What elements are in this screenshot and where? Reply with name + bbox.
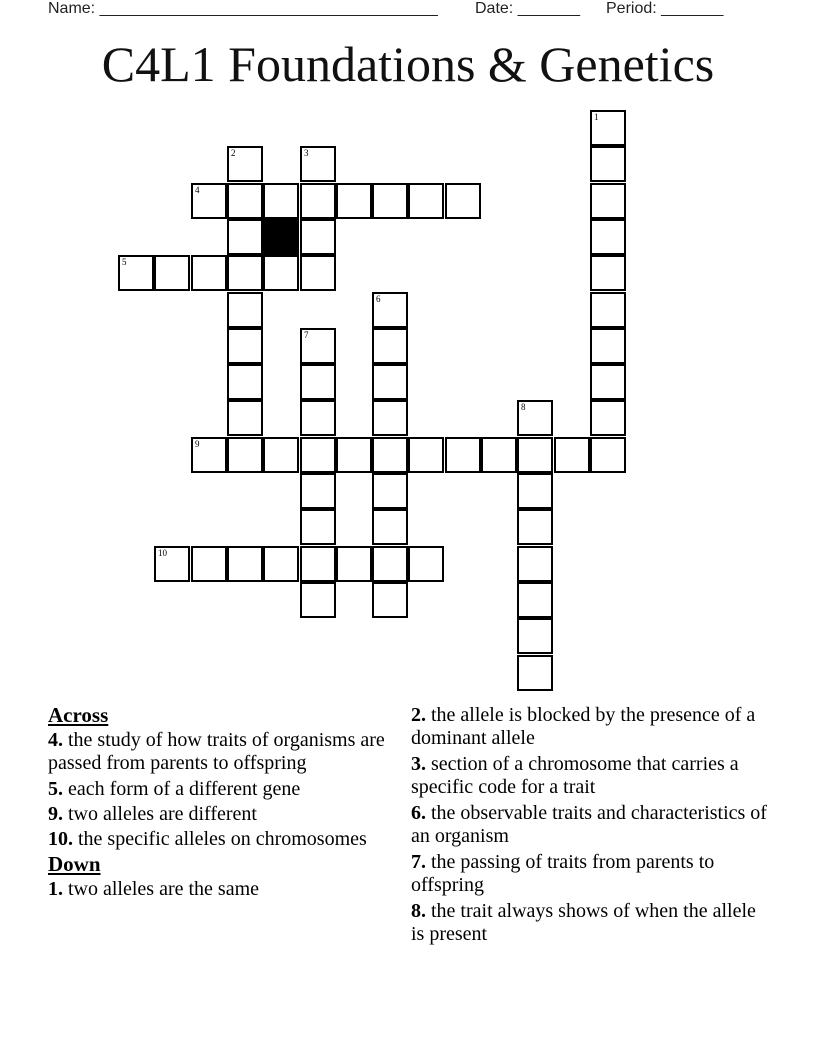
clue-text: the trait always shows of when the allele is present [411, 900, 756, 945]
clue-text: each form of a different gene [63, 778, 301, 800]
clue-down-2 [411, 704, 771, 750]
crossword-cell[interactable] [372, 582, 408, 618]
crossword-cell[interactable] [263, 255, 299, 291]
crossword-cell[interactable] [590, 364, 626, 400]
crossword-cell[interactable] [481, 437, 517, 473]
crossword-cell[interactable] [372, 183, 408, 219]
clue-number: 3. [411, 753, 426, 775]
crossword-cell[interactable] [590, 400, 626, 436]
clue-number-label: 4 [195, 185, 200, 195]
crossword-cell[interactable] [336, 546, 372, 582]
crossword-cell[interactable] [590, 146, 626, 182]
crossword-cell[interactable] [590, 219, 626, 255]
crossword-cell[interactable] [191, 255, 227, 291]
crossword-cell[interactable] [372, 546, 408, 582]
crossword-cell[interactable] [227, 292, 263, 328]
crossword-cell[interactable] [517, 400, 553, 436]
crossword-cell[interactable] [300, 364, 336, 400]
clue-number: 4. [48, 729, 63, 751]
clue-number-label: 3 [304, 148, 309, 158]
crossword-cell[interactable] [517, 618, 553, 654]
clue-number: 7. [411, 851, 426, 873]
crossword-cell[interactable] [590, 292, 626, 328]
crossword-cell[interactable] [227, 437, 263, 473]
crossword-cell[interactable] [300, 146, 336, 182]
clue-number-label: 9 [195, 439, 200, 449]
crossword-cell[interactable] [372, 437, 408, 473]
worksheet-title: C4L1 Foundations & Genetics [101, 36, 715, 92]
crossword-cell[interactable] [300, 582, 336, 618]
crossword-cell[interactable] [590, 110, 626, 146]
crossword-cell[interactable] [372, 328, 408, 364]
name-field-label[interactable]: Name: ______________________________________ [48, 0, 438, 17]
clue-text: the allele is blocked by the presence of a dominant allele [411, 704, 756, 749]
crossword-cell[interactable] [118, 255, 154, 291]
crossword-cell[interactable] [300, 509, 336, 545]
clue-number-label: 7 [304, 330, 309, 340]
crossword-black-cell [263, 219, 299, 255]
clue-text: two alleles are different [63, 803, 257, 825]
down-heading: Down [48, 852, 101, 876]
crossword-cell[interactable] [227, 219, 263, 255]
crossword-cell[interactable] [590, 328, 626, 364]
crossword-cell[interactable] [517, 655, 553, 691]
clue-across-4 [48, 729, 400, 775]
clue-number-label: 5 [122, 257, 127, 267]
crossword-cell[interactable] [263, 183, 299, 219]
crossword-cell[interactable] [590, 255, 626, 291]
crossword-cell[interactable] [336, 437, 372, 473]
clue-down-3 [411, 753, 771, 799]
clue-number: 2. [411, 704, 426, 726]
clues-right-column [411, 704, 771, 948]
clue-number: 1. [48, 878, 63, 900]
across-heading: Across [48, 703, 109, 727]
clue-number: 8. [411, 900, 426, 922]
clue-number-label: 1 [594, 112, 599, 122]
crossword-cell[interactable] [372, 509, 408, 545]
crossword-cell[interactable] [590, 437, 626, 473]
crossword-cell[interactable] [300, 473, 336, 509]
clue-number: 10. [48, 828, 73, 850]
crossword-cell[interactable] [300, 255, 336, 291]
crossword-cell[interactable] [227, 546, 263, 582]
clue-number-label: 6 [376, 294, 381, 304]
crossword-cell[interactable] [191, 546, 227, 582]
date-field-label[interactable]: Date: _______ [475, 0, 580, 17]
crossword-cell[interactable] [517, 437, 553, 473]
crossword-cell[interactable] [408, 183, 444, 219]
crossword-cell[interactable] [517, 473, 553, 509]
clue-text: the specific alleles on chromosomes [73, 828, 367, 850]
crossword-cell[interactable] [300, 328, 336, 364]
crossword-cell[interactable] [372, 292, 408, 328]
crossword-cell[interactable] [191, 183, 227, 219]
clue-across-10 [48, 828, 400, 851]
clue-number: 6. [411, 802, 426, 824]
clue-text: two alleles are the same [63, 878, 260, 900]
crossword-cell[interactable] [300, 183, 336, 219]
clue-across-5 [48, 778, 400, 801]
crossword-cell[interactable] [227, 364, 263, 400]
clue-down-6 [411, 802, 771, 848]
clue-down-1 [48, 878, 400, 901]
clue-down-8 [411, 900, 771, 946]
clue-number-label: 2 [231, 148, 236, 158]
crossword-cell[interactable] [372, 364, 408, 400]
crossword-cell[interactable] [191, 437, 227, 473]
crossword-cell[interactable] [445, 183, 481, 219]
clue-number-label: 10 [158, 548, 167, 558]
clue-text: the study of how traits of organisms are passed from parents to offspring [48, 729, 385, 774]
clue-down-7 [411, 851, 771, 897]
period-field-label[interactable]: Period: _______ [606, 0, 724, 17]
crossword-cell[interactable] [154, 255, 190, 291]
crossword-cell[interactable] [554, 437, 590, 473]
crossword-cell[interactable] [300, 400, 336, 436]
clues-left-column [48, 704, 400, 903]
clue-text: section of a chromosome that carries a specific code for a trait [411, 753, 739, 798]
crossword-cell[interactable] [154, 546, 190, 582]
crossword-cell[interactable] [445, 437, 481, 473]
crossword-cell[interactable] [227, 146, 263, 182]
crossword-cell[interactable] [300, 437, 336, 473]
crossword-cell[interactable] [227, 183, 263, 219]
crossword-cell[interactable] [227, 328, 263, 364]
crossword-cell[interactable] [372, 400, 408, 436]
clue-text: the observable traits and characteristics of an organism [411, 802, 767, 847]
crossword-cell[interactable] [408, 437, 444, 473]
crossword-cell[interactable] [227, 400, 263, 436]
clue-across-9 [48, 803, 400, 826]
clue-number: 9. [48, 803, 63, 825]
crossword-cell[interactable] [408, 546, 444, 582]
crossword-cell[interactable] [227, 255, 263, 291]
clue-number: 5. [48, 778, 63, 800]
crossword-cell[interactable] [263, 546, 299, 582]
crossword-cell[interactable] [590, 183, 626, 219]
clue-text: the passing of traits from parents to offspring [411, 851, 715, 896]
crossword-cell[interactable] [300, 219, 336, 255]
crossword-cell[interactable] [517, 582, 553, 618]
crossword-cell[interactable] [517, 546, 553, 582]
crossword-cell[interactable] [336, 183, 372, 219]
crossword-cell[interactable] [517, 509, 553, 545]
clue-number-label: 8 [521, 402, 526, 412]
crossword-cell[interactable] [372, 473, 408, 509]
crossword-cell[interactable] [300, 546, 336, 582]
crossword-cell[interactable] [263, 437, 299, 473]
